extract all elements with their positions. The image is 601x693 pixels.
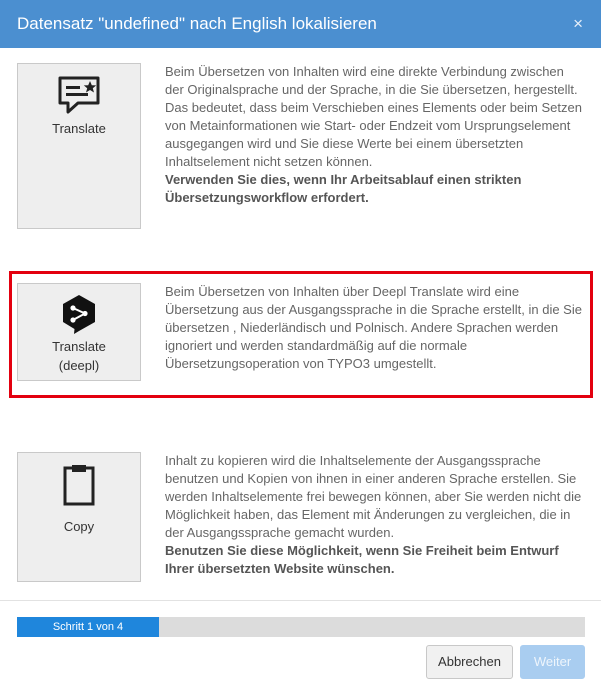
- clipboard-icon: [61, 463, 97, 507]
- wizard-progress-bar: [17, 617, 585, 637]
- translate-description-paragraph-1: Beim Übersetzen von Inhalten wird eine direkte Verbindung zwischen der Originalsprache und der Sprache, in die Sie übersetzen, hergestellt.: [165, 64, 578, 97]
- deepl-option-description: [165, 283, 585, 373]
- cancel-button[interactable]: Abbrechen: [426, 645, 513, 679]
- translate-description-emphasis: Verwenden Sie dies, wenn Ihr Arbeitsablauf einen strikten Übersetzungsworkflow erfordert.: [165, 172, 522, 205]
- deepl-description-text: Beim Übersetzen von Inhalten über Deepl Translate wird eine Übersetzung aus der Ausgangssprache in die Sprache erstellt, in die Sie übersetzen , Niederländisch und Polnisch. Andere Sprachen werden ignoriert und werden standardmäßig auf die normale Übersetzungsoperation von TYPO3 umgestellt.: [165, 284, 582, 371]
- copy-description-text: Inhalt zu kopieren wird die Inhaltselemente der Ausgangssprache benutzen und Kopien von ihnen in einer anderen Sprache erstellen. Sie werden Inhaltselemente frei bewegen können, aber Sie werden nicht die Möglichkeit haben, das Element mit Änderungen zu vergleichen, die in der Ausgangssprache gemacht wurden.: [165, 453, 582, 540]
- deepl-option-label-line1: Translate: [52, 339, 106, 354]
- copy-option-description: [165, 452, 585, 578]
- footer-divider: [0, 600, 601, 601]
- translate-description-paragraph-2: Das bedeutet, dass beim Verschieben eines Elements oder beim Setzen von Metainformationen wie Start- oder Endzeit vom Ursprungselement ausgegangen wird und Sie diese Werte bei einem übersetzten Inhaltselement nicht setzen können.: [165, 100, 582, 169]
- translate-chat-icon: [56, 75, 102, 117]
- deepl-logo-icon: [60, 293, 98, 337]
- dialog-header: [0, 0, 601, 48]
- dialog-title: Datensatz "undefined" nach English lokalisieren: [17, 14, 377, 33]
- wizard-progress-fill: Schritt 1 von 4: [17, 617, 159, 637]
- deepl-option-label-line2: (deepl): [58, 358, 100, 373]
- copy-description-emphasis: Benutzen Sie diese Möglichkeit, wenn Sie Freiheit beim Entwurf Ihrer übersetzten Website wünschen.: [165, 543, 559, 576]
- next-button[interactable]: Weiter: [520, 645, 585, 679]
- copy-option-button[interactable]: [17, 452, 141, 582]
- translate-option-button[interactable]: [17, 63, 141, 229]
- close-icon[interactable]: ×: [573, 14, 583, 33]
- translate-option-description: [165, 63, 585, 207]
- translate-option-label: Translate: [52, 121, 106, 136]
- translate-deepl-option-button[interactable]: [17, 283, 141, 381]
- copy-option-label: Copy: [63, 519, 95, 534]
